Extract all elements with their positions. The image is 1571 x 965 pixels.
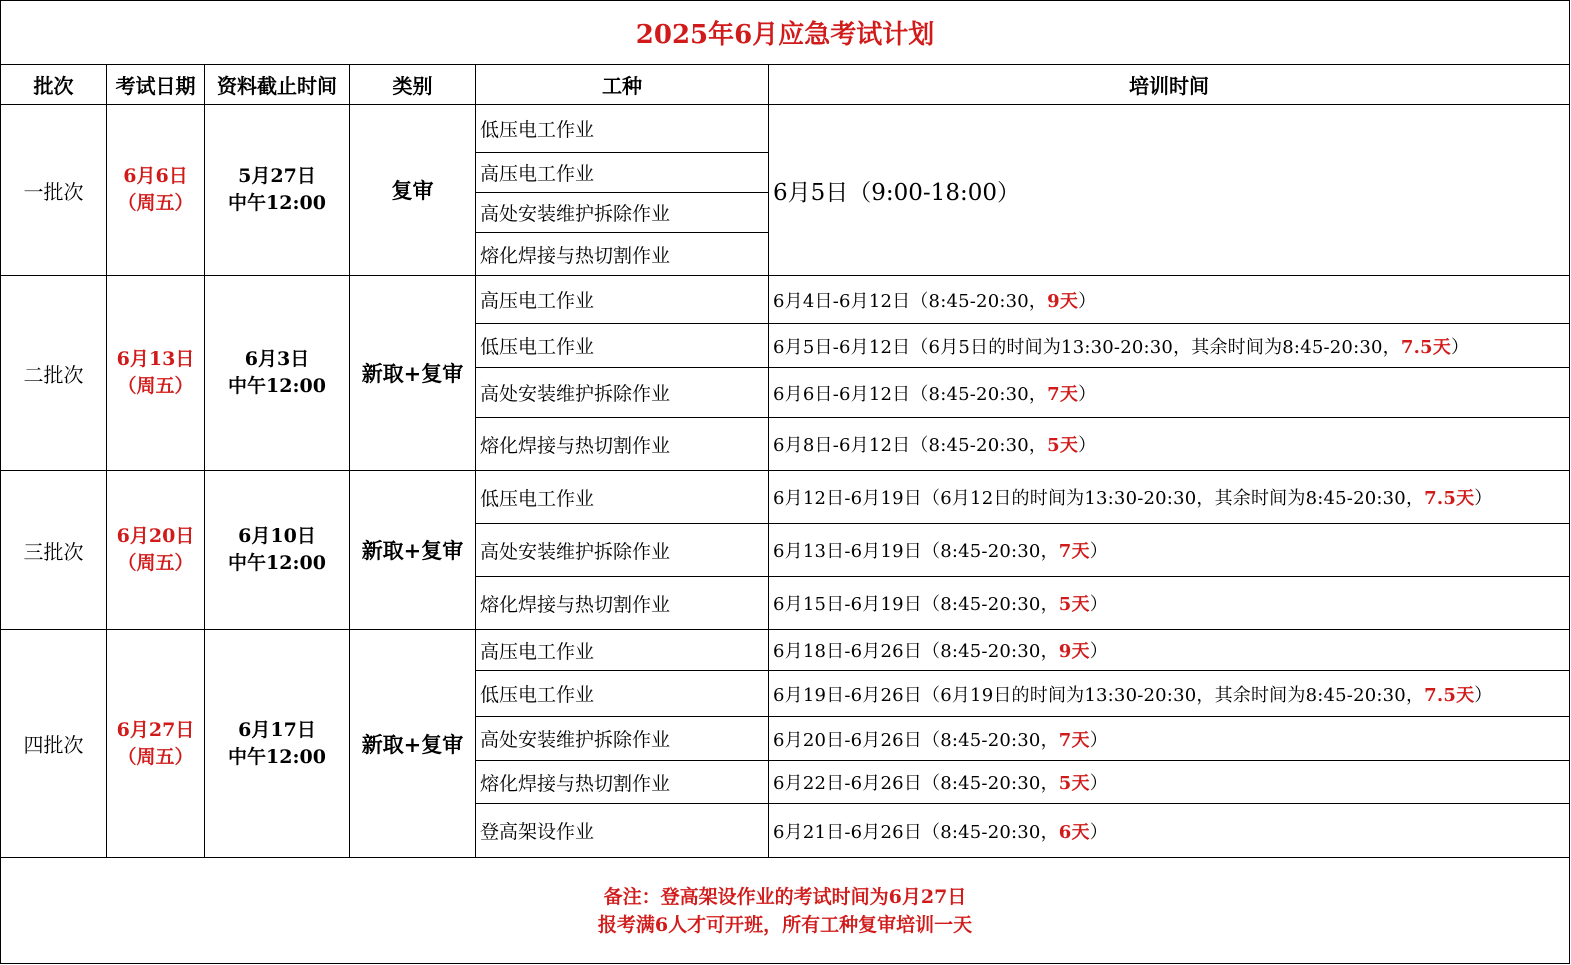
training-range: 6月5日-6月12日（6月5日的时间为13:30-20:30，其余时间为8:45-20:30， (773, 336, 1401, 358)
note-line-2: 报考满6人才可开班，所有工种复审培训一天 (597, 913, 973, 936)
job-type: 高处安装维护拆除作业 (476, 193, 769, 233)
training-range: 6月12日-6月19日（6月12日的时间为13:30-20:30，其余时间为8:45-20:30， (773, 488, 1425, 509)
deadline-time: 中午12:00 (228, 552, 326, 574)
training-days: 5天 (1058, 773, 1090, 794)
training-time (769, 577, 1570, 630)
job-type: 高压电工作业 (476, 153, 769, 193)
job-type: 低压电工作业 (476, 324, 769, 368)
exam-date-weekday: （周五） (117, 745, 194, 768)
exam-date-day: 6月6日 (123, 165, 188, 187)
training-close: ） (1078, 435, 1097, 456)
batch-name: 一批次 (1, 105, 107, 276)
notes-row (1, 858, 1570, 964)
training-time (769, 276, 1570, 324)
exam-date (107, 276, 205, 471)
training-range: 6月21日-6月26日（8:45-20:30， (773, 821, 1059, 843)
table-row (1, 105, 1570, 153)
deadline (205, 471, 350, 630)
table-row (1, 276, 1570, 324)
training-days: 5天 (1047, 435, 1079, 456)
training-close: ） (1089, 641, 1108, 662)
training-close: ） (1089, 821, 1108, 843)
training-days: 7.5天 (1424, 488, 1475, 509)
training-close: ） (1474, 684, 1493, 706)
job-type: 低压电工作业 (476, 105, 769, 153)
page-title: 2025年6月应急考试计划 (1, 1, 1570, 65)
training-days: 7天 (1047, 383, 1079, 405)
header-deadline: 资料截止时间 (205, 65, 350, 105)
training-time (769, 524, 1570, 577)
job-type: 低压电工作业 (476, 471, 769, 524)
training-time (769, 630, 1570, 671)
training-close: ） (1078, 290, 1097, 312)
exam-date-day: 6月27日 (116, 718, 195, 741)
exam-date-day: 6月13日 (116, 348, 195, 370)
deadline (205, 276, 350, 471)
training-close: ） (1089, 541, 1108, 562)
training-time (769, 804, 1570, 858)
batch-name: 三批次 (1, 471, 107, 630)
training-time (769, 368, 1570, 418)
training-time (769, 761, 1570, 804)
job-type: 熔化焊接与热切割作业 (476, 233, 769, 276)
header-batch: 批次 (1, 65, 107, 105)
exam-date (107, 471, 205, 630)
training-close: ） (1089, 729, 1108, 751)
training-days: 5天 (1058, 594, 1090, 615)
training-range: 6月6日-6月12日（8:45-20:30， (773, 383, 1048, 405)
job-type: 高压电工作业 (476, 276, 769, 324)
training-time (769, 324, 1570, 368)
training-days: 9天 (1047, 290, 1079, 312)
category: 新取+复审 (350, 630, 476, 858)
note-line-1: 备注：登高架设作业的考试时间为6月27日 (603, 885, 967, 908)
training-range: 6月15日-6月19日（8:45-20:30， (773, 594, 1059, 615)
training-days: 7天 (1058, 729, 1090, 751)
exam-date (107, 630, 205, 858)
training-time (769, 418, 1570, 471)
job-type: 高处安装维护拆除作业 (476, 524, 769, 577)
training-close: ） (1089, 773, 1108, 794)
header-training-time: 培训时间 (769, 65, 1570, 105)
training-range: 6月22日-6月26日（8:45-20:30， (773, 773, 1059, 794)
training-range: 6月13日-6月19日（8:45-20:30， (773, 541, 1059, 562)
header-row (1, 65, 1570, 105)
exam-date-weekday: （周五） (117, 192, 194, 214)
table-row (1, 630, 1570, 671)
deadline-date: 6月3日 (244, 348, 310, 370)
job-type: 高压电工作业 (476, 630, 769, 671)
exam-date-day: 6月20日 (116, 525, 195, 547)
deadline-date: 6月17日 (238, 718, 316, 741)
training-days: 7.5天 (1400, 336, 1451, 358)
training-time (769, 671, 1570, 717)
category: 新取+复审 (350, 276, 476, 471)
training-time (769, 471, 1570, 524)
deadline-time: 中午12:00 (228, 375, 326, 397)
batch-name: 二批次 (1, 276, 107, 471)
training-time (769, 717, 1570, 761)
training-days: 7.5天 (1424, 684, 1475, 706)
notes (1, 858, 1570, 964)
category: 新取+复审 (350, 471, 476, 630)
training-range: 6月8日-6月12日（8:45-20:30， (773, 435, 1048, 456)
training-close: ） (1450, 336, 1470, 358)
deadline (205, 105, 350, 276)
header-category: 类别 (350, 65, 476, 105)
exam-date-weekday: （周五） (117, 552, 194, 574)
deadline (205, 630, 350, 858)
training-days: 9天 (1058, 641, 1090, 662)
job-type: 熔化焊接与热切割作业 (476, 761, 769, 804)
training-days: 6天 (1058, 821, 1090, 843)
deadline-time: 中午12:00 (228, 192, 326, 214)
table-row (1, 471, 1570, 524)
training-range: 6月4日-6月12日（8:45-20:30， (773, 290, 1048, 312)
deadline-date: 6月10日 (238, 525, 316, 547)
training-close: ） (1078, 383, 1097, 405)
deadline-date: 5月27日 (238, 165, 316, 187)
job-type: 高处安装维护拆除作业 (476, 368, 769, 418)
job-type: 高处安装维护拆除作业 (476, 717, 769, 761)
exam-date (107, 105, 205, 276)
training-range: 6月18日-6月26日（8:45-20:30， (773, 641, 1059, 662)
category: 复审 (350, 105, 476, 276)
job-type: 低压电工作业 (476, 671, 769, 717)
header-job-type: 工种 (476, 65, 769, 105)
training-range: 6月20日-6月26日（8:45-20:30， (773, 729, 1059, 751)
training-time: 6月5日（9:00-18:00） (769, 105, 1570, 276)
training-close: ） (1089, 594, 1108, 615)
training-range: 6月19日-6月26日（6月19日的时间为13:30-20:30，其余时间为8:45-20:30， (773, 684, 1425, 706)
job-type: 熔化焊接与热切割作业 (476, 577, 769, 630)
job-type: 登高架设作业 (476, 804, 769, 858)
training-close: ） (1474, 488, 1493, 509)
exam-date-weekday: （周五） (117, 375, 194, 397)
batch-name: 四批次 (1, 630, 107, 858)
job-type: 熔化焊接与热切割作业 (476, 418, 769, 471)
header-exam-date: 考试日期 (107, 65, 205, 105)
deadline-time: 中午12:00 (228, 745, 326, 768)
training-days: 7天 (1058, 541, 1090, 562)
